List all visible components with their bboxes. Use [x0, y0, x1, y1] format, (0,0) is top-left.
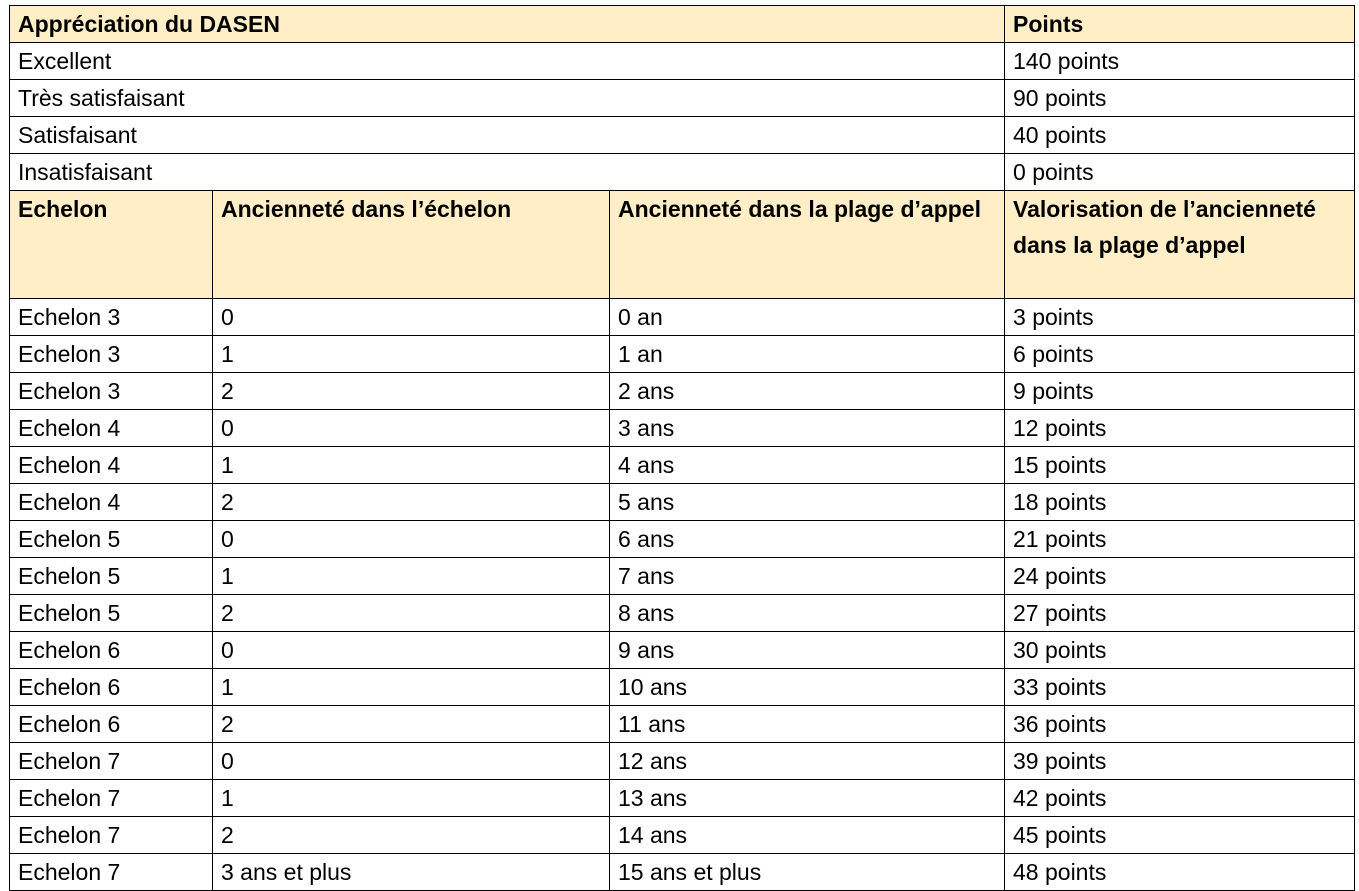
anciennete-plage-cell: 11 ans [610, 706, 1005, 743]
appreciation-header-row [10, 6, 1355, 43]
anciennete-echelon-cell: 0 [213, 521, 610, 558]
echelon-cell: Echelon 7 [10, 817, 213, 854]
appreciation-header-label: Appréciation du DASEN [10, 6, 1005, 43]
valorisation-cell: 45 points [1005, 817, 1355, 854]
echelon-row [10, 521, 1355, 558]
anciennete-echelon-cell: 0 [213, 299, 610, 336]
anciennete-plage-cell: 14 ans [610, 817, 1005, 854]
anciennete-plage-cell: 15 ans et plus [610, 854, 1005, 891]
appreciation-points: 0 points [1005, 154, 1355, 191]
echelon-row [10, 595, 1355, 632]
anciennete-plage-cell: 12 ans [610, 743, 1005, 780]
echelon-row [10, 336, 1355, 373]
echelon-cell: Echelon 4 [10, 447, 213, 484]
echelon-row [10, 669, 1355, 706]
appreciation-label: Satisfaisant [10, 117, 1005, 154]
echelon-header-anciennete-plage: Ancienneté dans la plage d’appel [610, 191, 1005, 299]
appreciation-row [10, 80, 1355, 117]
valorisation-cell: 6 points [1005, 336, 1355, 373]
echelon-row [10, 854, 1355, 891]
valorisation-cell: 33 points [1005, 669, 1355, 706]
anciennete-echelon-cell: 1 [213, 447, 610, 484]
anciennete-echelon-cell: 2 [213, 706, 610, 743]
valorisation-cell: 42 points [1005, 780, 1355, 817]
anciennete-plage-cell: 6 ans [610, 521, 1005, 558]
echelon-cell: Echelon 5 [10, 558, 213, 595]
echelon-cell: Echelon 6 [10, 669, 213, 706]
echelon-header-valorisation: Valorisation de l’ancienneté dans la plage d’appel [1005, 191, 1355, 299]
appreciation-row [10, 154, 1355, 191]
anciennete-echelon-cell: 1 [213, 558, 610, 595]
valorisation-cell: 15 points [1005, 447, 1355, 484]
valorisation-cell: 21 points [1005, 521, 1355, 558]
anciennete-plage-cell: 9 ans [610, 632, 1005, 669]
anciennete-echelon-cell: 0 [213, 743, 610, 780]
valorisation-cell: 3 points [1005, 299, 1355, 336]
echelon-cell: Echelon 3 [10, 373, 213, 410]
echelon-cell: Echelon 3 [10, 299, 213, 336]
anciennete-echelon-cell: 3 ans et plus [213, 854, 610, 891]
anciennete-echelon-cell: 1 [213, 336, 610, 373]
appreciation-points: 40 points [1005, 117, 1355, 154]
echelon-row [10, 780, 1355, 817]
points-table [9, 5, 1355, 891]
anciennete-plage-cell: 3 ans [610, 410, 1005, 447]
anciennete-plage-cell: 10 ans [610, 669, 1005, 706]
anciennete-plage-cell: 2 ans [610, 373, 1005, 410]
anciennete-plage-cell: 7 ans [610, 558, 1005, 595]
anciennete-echelon-cell: 1 [213, 780, 610, 817]
echelon-row [10, 373, 1355, 410]
echelon-row [10, 484, 1355, 521]
appreciation-points: 140 points [1005, 43, 1355, 80]
echelon-row [10, 299, 1355, 336]
appreciation-rows [10, 43, 1355, 191]
anciennete-echelon-cell: 2 [213, 817, 610, 854]
anciennete-plage-cell: 5 ans [610, 484, 1005, 521]
anciennete-plage-cell: 1 an [610, 336, 1005, 373]
echelon-section [10, 191, 1355, 299]
appreciation-row [10, 43, 1355, 80]
echelon-row [10, 447, 1355, 484]
anciennete-echelon-cell: 1 [213, 669, 610, 706]
appreciation-points: 90 points [1005, 80, 1355, 117]
echelon-cell: Echelon 6 [10, 706, 213, 743]
echelon-row [10, 817, 1355, 854]
anciennete-echelon-cell: 2 [213, 595, 610, 632]
echelon-row [10, 706, 1355, 743]
anciennete-plage-cell: 13 ans [610, 780, 1005, 817]
appreciation-label: Très satisfaisant [10, 80, 1005, 117]
valorisation-cell: 24 points [1005, 558, 1355, 595]
appreciation-label: Excellent [10, 43, 1005, 80]
anciennete-plage-cell: 8 ans [610, 595, 1005, 632]
echelon-cell: Echelon 3 [10, 336, 213, 373]
echelon-cell: Echelon 7 [10, 780, 213, 817]
appreciation-section [10, 6, 1355, 43]
echelon-row [10, 410, 1355, 447]
echelon-cell: Echelon 6 [10, 632, 213, 669]
valorisation-cell: 30 points [1005, 632, 1355, 669]
echelon-rows [10, 299, 1355, 891]
echelon-cell: Echelon 7 [10, 743, 213, 780]
appreciation-label: Insatisfaisant [10, 154, 1005, 191]
echelon-cell: Echelon 5 [10, 595, 213, 632]
echelon-row [10, 743, 1355, 780]
echelon-cell: Echelon 4 [10, 484, 213, 521]
anciennete-echelon-cell: 0 [213, 632, 610, 669]
echelon-header-row [10, 191, 1355, 299]
valorisation-cell: 18 points [1005, 484, 1355, 521]
echelon-cell: Echelon 5 [10, 521, 213, 558]
echelon-cell: Echelon 4 [10, 410, 213, 447]
anciennete-echelon-cell: 0 [213, 410, 610, 447]
appreciation-row [10, 117, 1355, 154]
valorisation-cell: 12 points [1005, 410, 1355, 447]
anciennete-plage-cell: 4 ans [610, 447, 1005, 484]
valorisation-cell: 36 points [1005, 706, 1355, 743]
echelon-cell: Echelon 7 [10, 854, 213, 891]
anciennete-echelon-cell: 2 [213, 484, 610, 521]
valorisation-cell: 27 points [1005, 595, 1355, 632]
valorisation-cell: 39 points [1005, 743, 1355, 780]
echelon-row [10, 632, 1355, 669]
valorisation-cell: 48 points [1005, 854, 1355, 891]
appreciation-header-points: Points [1005, 6, 1355, 43]
anciennete-echelon-cell: 2 [213, 373, 610, 410]
echelon-header-anciennete-echelon: Ancienneté dans l’échelon [213, 191, 610, 299]
anciennete-plage-cell: 0 an [610, 299, 1005, 336]
echelon-row [10, 558, 1355, 595]
echelon-header-echelon: Echelon [10, 191, 213, 299]
valorisation-cell: 9 points [1005, 373, 1355, 410]
